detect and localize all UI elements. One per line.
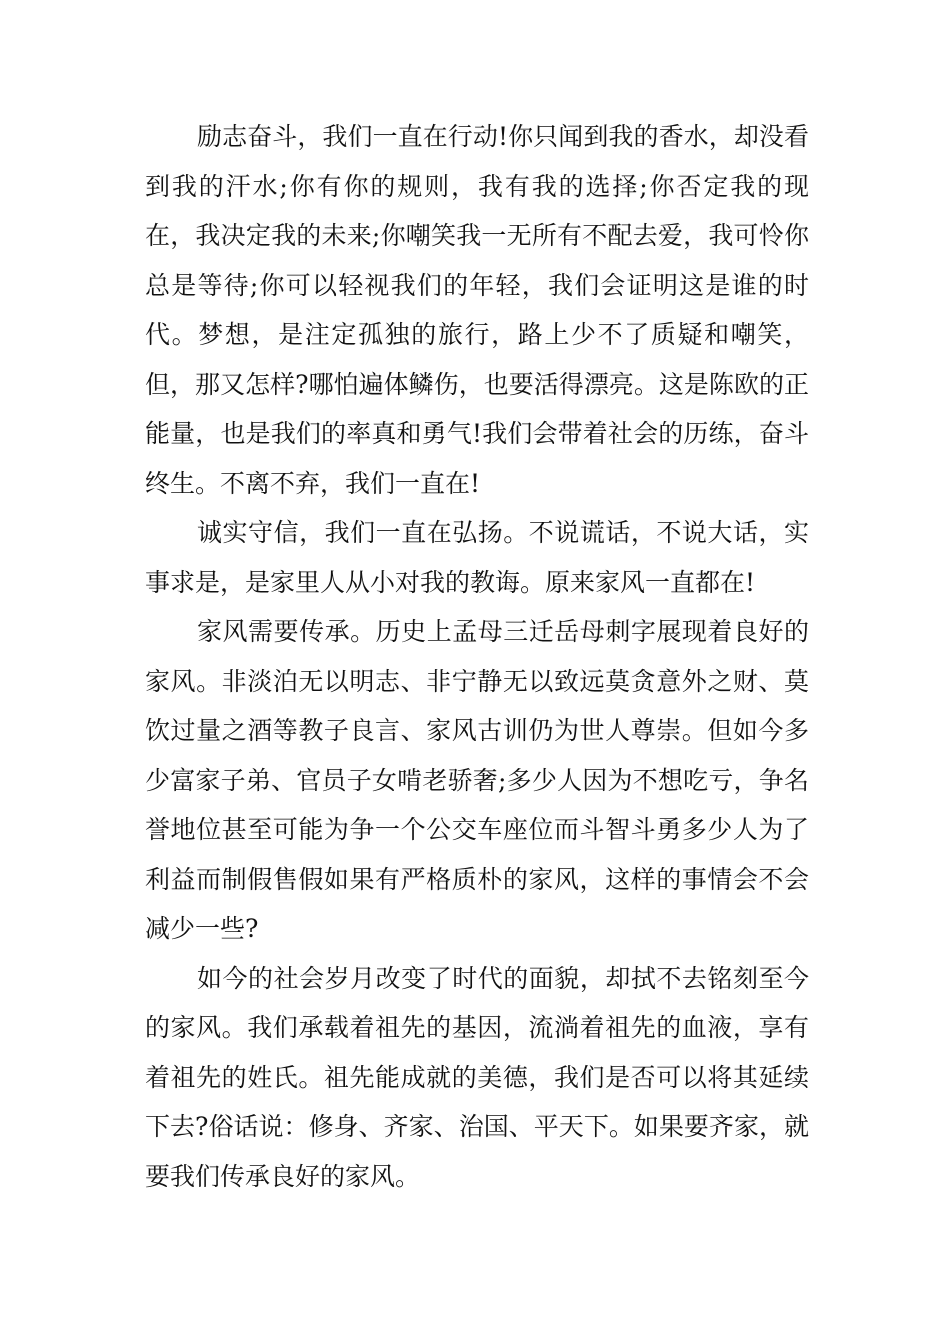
paragraph-1: 励志奋斗，我们一直在行动!你只闻到我的香水，却没看到我的汗水;你有你的规则，我有我的选择;你否定我的现在，我决定我的未来;你嘲笑我一无所有不配去爱，我可怜你总是等待;你可以轻视我们的年轻，我们会证明这是谁的时代。梦想，是注定孤独的旅行，路上少不了质疑和嘲笑，但，那又怎样?哪怕遍体鳞伤，也要活得漂亮。这是陈欧的正能量，也是我们的率真和勇气!我们会带着社会的历练，奋斗终生。不离不弃，我们一直在! xyxy=(145,122,809,498)
paragraph-4: 如今的社会岁月改变了时代的面貌，却拭不去铭刻至今的家风。我们承载着祖先的基因，流淌着祖先的血液，享有着祖先的姓氏。祖先能成就的美德，我们是否可以将其延续下去?俗话说：修身、齐家、治国、平天下。如果要齐家，就要我们传承良好的家风。 xyxy=(145,963,809,1191)
paragraph-2: 诚实守信，我们一直在弘扬。不说谎话，不说大话，实事求是，是家里人从小对我的教诲。原来家风一直都在! xyxy=(145,518,809,597)
paragraph-3: 家风需要传承。历史上孟母三迁岳母刺字展现着良好的家风。非淡泊无以明志、非宁静无以致远莫贪意外之财、莫饮过量之酒等教子良言、家风古训仍为世人尊崇。但如今多少富家子弟、官员子女啃老骄奢;多少人因为不想吃亏，争名誉地位甚至可能为争一个公交车座位而斗智斗勇多少人为了利益而制假售假如果有严格质朴的家风，这样的事情会不会减少一些? xyxy=(145,617,809,943)
document-body xyxy=(145,112,809,1201)
